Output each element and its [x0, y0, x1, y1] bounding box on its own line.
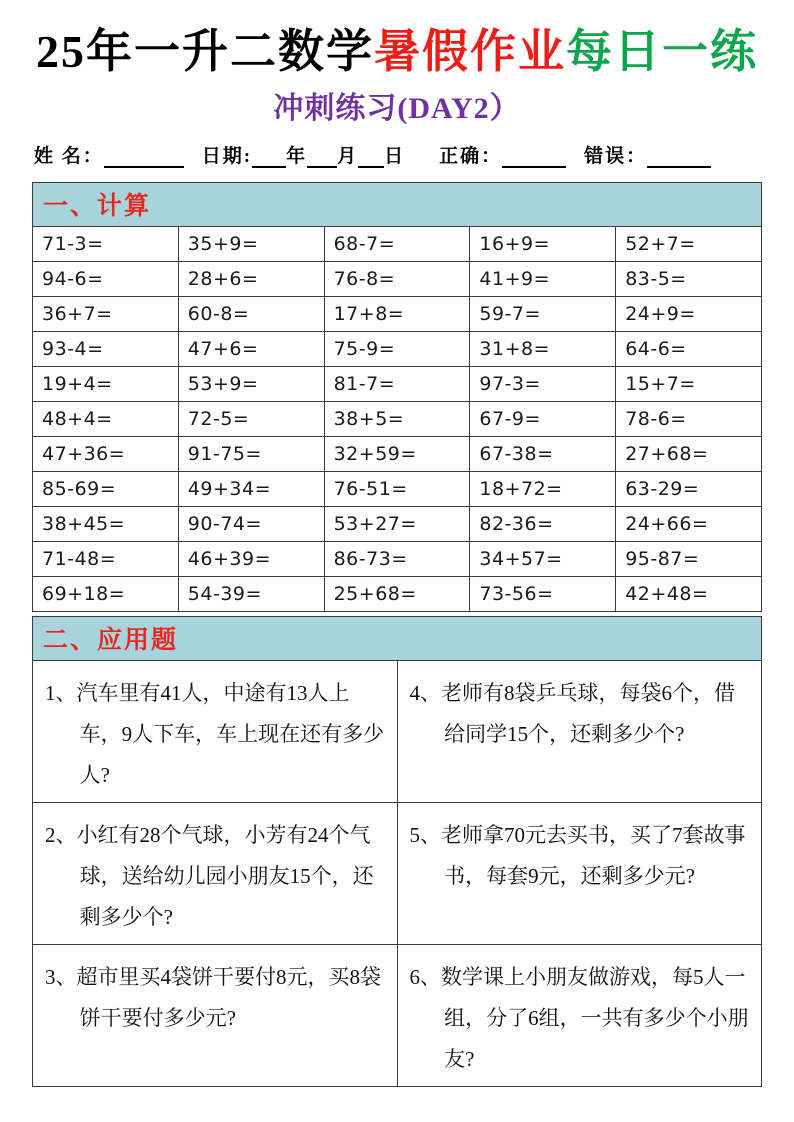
calc-problem: 72-5= [178, 401, 324, 436]
section1-header [32, 182, 762, 226]
info-line [34, 141, 760, 168]
calc-problem: 75-9= [324, 331, 470, 366]
calc-problem: 47+6= [178, 331, 324, 366]
calc-row [33, 541, 762, 576]
correct-label: 正确： [439, 145, 503, 167]
word-problem-text: 5、老师拿70元去买书，买了7套故事书，每套9元，还剩多少元? [409, 822, 746, 888]
calc-problem: 73-56= [470, 576, 616, 611]
calc-row [33, 331, 762, 366]
calc-problem: 64-6= [616, 331, 762, 366]
calc-problem: 59-7= [470, 296, 616, 331]
calc-problem: 94-6= [33, 261, 179, 296]
calc-problem: 71-3= [33, 226, 179, 261]
word-problem-text: 2、小红有28个气球，小芳有24个气球，送给幼儿园小朋友15个，还剩多少个? [45, 822, 374, 929]
calc-problem: 63-29= [616, 471, 762, 506]
date-day-blank [358, 148, 384, 168]
word-problem-text: 4、老师有8袋乒乓球，每袋6个，借给同学15个，还剩多少个? [409, 680, 735, 746]
calc-problem: 90-74= [178, 506, 324, 541]
date-year-blank [252, 148, 286, 168]
calc-problem: 67-38= [470, 436, 616, 471]
date-month-blank [307, 148, 337, 168]
calc-table [32, 226, 762, 612]
calc-problem: 86-73= [324, 541, 470, 576]
calc-problem: 38+45= [33, 506, 179, 541]
calc-problem: 54-39= [178, 576, 324, 611]
calc-row [33, 436, 762, 471]
title-part-homework: 暑假作业 [374, 26, 566, 77]
calc-problem: 95-87= [616, 541, 762, 576]
calc-problem: 83-5= [616, 261, 762, 296]
correct-blank [502, 148, 566, 168]
title-part-grade: 25年一升二数学 [36, 26, 374, 77]
calc-problem: 47+36= [33, 436, 179, 471]
name-blank [104, 148, 184, 168]
title-part-daily: 每日一练 [566, 26, 758, 77]
section2-header [32, 616, 762, 660]
calc-problem: 38+5= [324, 401, 470, 436]
calc-problem: 15+7= [616, 366, 762, 401]
word-problem-cell [397, 660, 762, 802]
calc-problem: 53+27= [324, 506, 470, 541]
calc-problem: 42+48= [616, 576, 762, 611]
wrong-label: 错误： [584, 145, 648, 167]
calc-row [33, 366, 762, 401]
calc-problem: 93-4= [33, 331, 179, 366]
calc-problem: 49+34= [178, 471, 324, 506]
word-problem-text: 1、汽车里有41人，中途有13人上车，9人下车，车上现在还有多少人? [45, 680, 385, 787]
page-subtitle: 冲刺练习(DAY2） [273, 91, 521, 125]
calc-problem: 35+9= [178, 226, 324, 261]
calc-problem: 25+68= [324, 576, 470, 611]
calc-problem: 76-51= [324, 471, 470, 506]
page-title [32, 26, 762, 79]
calc-row [33, 401, 762, 436]
word-problem-cell [33, 802, 398, 944]
calc-problem: 24+9= [616, 296, 762, 331]
calc-row [33, 296, 762, 331]
section1-title: 一、计算 [43, 193, 152, 221]
calc-problem: 53+9= [178, 366, 324, 401]
month-label: 月 [337, 145, 359, 167]
word-problem-row [33, 660, 762, 802]
word-problem-text: 6、数学课上小朋友做游戏，每5人一组，分了6组，一共有多少个小朋友? [409, 964, 749, 1071]
calc-row [33, 506, 762, 541]
calc-problem: 52+7= [616, 226, 762, 261]
word-problem-text: 3、超市里买4袋饼干要付8元，买8袋饼干要付多少元? [45, 964, 381, 1030]
calc-row [33, 261, 762, 296]
calc-row [33, 471, 762, 506]
wrong-blank [647, 148, 711, 168]
word-problems-table [32, 660, 762, 1087]
word-problem-cell [33, 944, 398, 1086]
calc-problem: 85-69= [33, 471, 179, 506]
calc-problem: 36+7= [33, 296, 179, 331]
calc-problem: 71-48= [33, 541, 179, 576]
calc-problem: 34+57= [470, 541, 616, 576]
calc-problem: 31+8= [470, 331, 616, 366]
calc-problem: 68-7= [324, 226, 470, 261]
date-label: 日期: [201, 145, 253, 167]
calc-problem: 19+4= [33, 366, 179, 401]
calc-problem: 16+9= [470, 226, 616, 261]
word-problem-cell [397, 944, 762, 1086]
calc-problem: 17+8= [324, 296, 470, 331]
day-label: 日 [384, 145, 406, 167]
calc-problem: 78-6= [616, 401, 762, 436]
calc-problem: 82-36= [470, 506, 616, 541]
calc-problem: 69+18= [33, 576, 179, 611]
calc-row [33, 226, 762, 261]
word-problem-row [33, 944, 762, 1086]
calc-problem: 76-8= [324, 261, 470, 296]
calc-problem: 48+4= [33, 401, 179, 436]
calc-problem: 32+59= [324, 436, 470, 471]
calc-problem: 41+9= [470, 261, 616, 296]
calc-problem: 28+6= [178, 261, 324, 296]
name-label: 姓 名： [34, 145, 104, 167]
calc-problem: 67-9= [470, 401, 616, 436]
calc-problem: 18+72= [470, 471, 616, 506]
word-problem-cell [33, 660, 398, 802]
calc-problem: 27+68= [616, 436, 762, 471]
calc-problem: 81-7= [324, 366, 470, 401]
word-problem-row [33, 802, 762, 944]
calc-problem: 24+66= [616, 506, 762, 541]
word-problem-cell [397, 802, 762, 944]
calc-problem: 60-8= [178, 296, 324, 331]
calc-row [33, 576, 762, 611]
year-label: 年 [286, 145, 308, 167]
section2-title: 二、应用题 [43, 627, 179, 655]
calc-problem: 91-75= [178, 436, 324, 471]
calc-problem: 97-3= [470, 366, 616, 401]
calc-problem: 46+39= [178, 541, 324, 576]
